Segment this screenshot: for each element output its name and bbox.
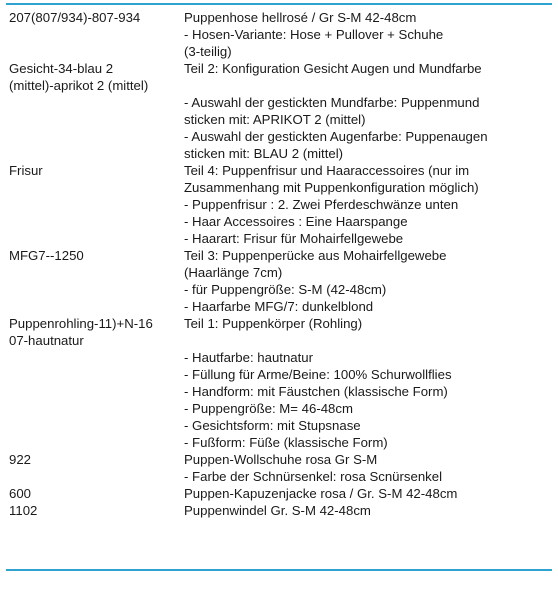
- order-item-row: [0, 247, 558, 315]
- description-line: - Auswahl der gestickten Augenfarbe: Puppenaugen: [184, 129, 488, 144]
- order-item-row: [0, 485, 558, 502]
- description-line: - Füllung für Arme/Beine: 100% Schurwollflies: [184, 367, 452, 382]
- description-line: (3-teilig): [184, 44, 232, 59]
- description-line: sticken mit: APRIKOT 2 (mittel): [184, 112, 366, 127]
- item-description: [184, 315, 554, 451]
- description-line: - Haar Accessoires : Eine Haarspange: [184, 214, 408, 229]
- article-number: 1102: [9, 503, 38, 518]
- description-line: - für Puppengröße: S-M (42-48cm): [184, 282, 387, 297]
- article-number: 600: [9, 486, 32, 501]
- item-description: [184, 451, 554, 485]
- description-line: - Puppenfrisur : 2. Zwei Pferdeschwänze unten: [184, 197, 459, 212]
- description-line: - Handform: mit Fäustchen (klassische Form): [184, 384, 448, 399]
- article-number: MFG7--1250: [9, 248, 84, 263]
- description-line: - Gesichtsform: mit Stupsnase: [184, 418, 361, 433]
- description-line: - Farbe der Schnürsenkel: rosa Scnürsenkel: [184, 469, 443, 484]
- order-items-list: [0, 9, 558, 519]
- description-line: - Fußform: Füße (klassische Form): [184, 435, 388, 450]
- description-line: - Hosen-Variante: Hose + Pullover + Schuhe: [184, 27, 444, 42]
- article-number: 207(807/934)-807-934: [9, 10, 141, 25]
- item-description: [184, 60, 554, 162]
- description-line: Teil 2: Konfiguration Gesicht Augen und Mundfarbe: [184, 61, 482, 76]
- article-number: Gesicht-34-blau 2 (mittel)-aprikot 2 (mittel): [9, 61, 149, 93]
- description-line: - Haarfarbe MFG/7: dunkelblond: [184, 299, 374, 314]
- article-number: 922: [9, 452, 32, 467]
- description-line: Zusammenhang mit Puppenkonfiguration möglich): [184, 180, 479, 195]
- top-rule: [6, 3, 552, 5]
- order-item-row: [0, 162, 558, 247]
- item-description: [184, 485, 554, 502]
- description-line: Puppen-Wollschuhe rosa Gr S-M: [184, 452, 378, 467]
- bottom-rule: [6, 569, 552, 571]
- description-line: [184, 77, 554, 94]
- description-line: Teil 3: Puppenperücke aus Mohairfellgewebe: [184, 248, 447, 263]
- item-description: [184, 247, 554, 315]
- description-line: - Haarart: Frisur für Mohairfellgewebe: [184, 231, 404, 246]
- order-item-row: [0, 451, 558, 485]
- description-line: - Hautfarbe: hautnatur: [184, 350, 314, 365]
- order-item-row: [0, 60, 558, 162]
- article-number: Frisur: [9, 163, 43, 178]
- description-line: [184, 332, 554, 349]
- description-line: Teil 4: Puppenfrisur und Haaraccessoires (nur im: [184, 163, 470, 178]
- article-number: Puppenrohling-11)+N-16 07-hautnatur: [9, 316, 153, 348]
- order-item-row: [0, 315, 558, 451]
- order-item-row: [0, 9, 558, 60]
- description-line: (Haarlänge 7cm): [184, 265, 283, 280]
- description-line: Teil 1: Puppenkörper (Rohling): [184, 316, 363, 331]
- item-description: [184, 9, 554, 60]
- description-line: Puppenwindel Gr. S-M 42-48cm: [184, 503, 371, 518]
- item-description: [184, 162, 554, 247]
- order-item-row: [0, 502, 558, 519]
- description-line: - Auswahl der gestickten Mundfarbe: Puppenmund: [184, 95, 480, 110]
- description-line: - Puppengröße: M= 46-48cm: [184, 401, 353, 416]
- description-line: Puppen-Kapuzenjacke rosa / Gr. S-M 42-48cm: [184, 486, 458, 501]
- item-description: [184, 502, 554, 519]
- description-line: Puppenhose hellrosé / Gr S-M 42-48cm: [184, 10, 417, 25]
- description-line: sticken mit: BLAU 2 (mittel): [184, 146, 344, 161]
